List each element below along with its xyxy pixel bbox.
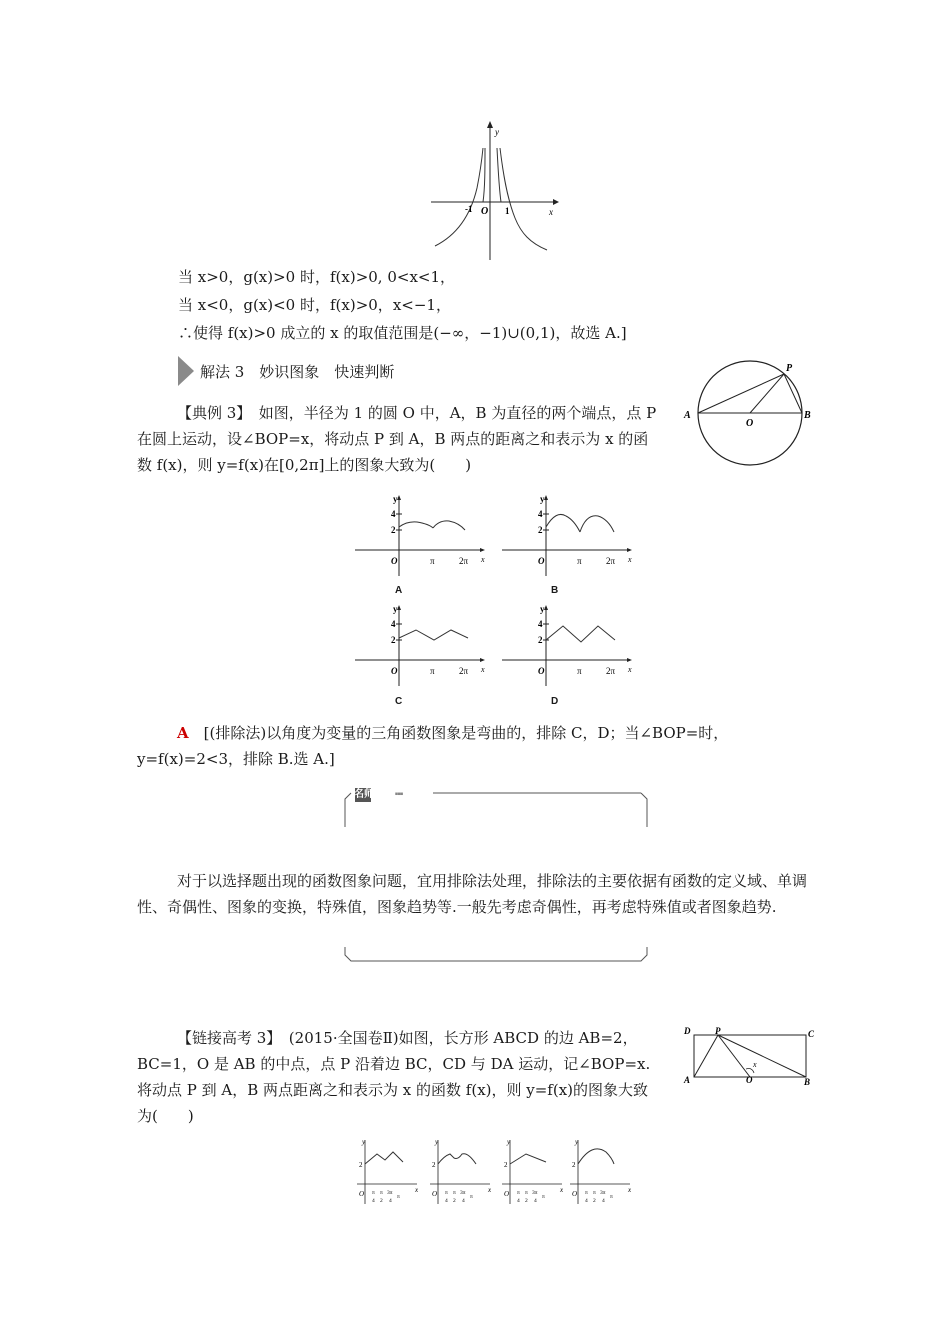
svg-text:2: 2	[432, 1161, 436, 1169]
svg-text:y: y	[540, 494, 545, 504]
svg-text:2: 2	[538, 635, 543, 645]
svg-text:π: π	[372, 1190, 375, 1196]
method-3-title: 解法 3 妙识图象 快速判断	[200, 363, 395, 381]
svg-text:O: O	[391, 666, 398, 676]
option-A-label: A	[395, 585, 403, 596]
svg-text:π: π	[453, 1190, 456, 1196]
link-option-3-graph	[500, 1136, 568, 1208]
svg-text:2: 2	[572, 1161, 576, 1169]
method-3-header	[178, 356, 428, 386]
point-P-label: P	[786, 363, 793, 374]
svg-text:x: x	[753, 1060, 757, 1069]
svg-text:π: π	[380, 1190, 383, 1196]
text-line-1: 当 x>0，g(x)>0 时，f(x)>0, 0<x<1，	[178, 268, 456, 286]
svg-text:4: 4	[391, 619, 396, 629]
svg-text:3π: 3π	[387, 1190, 393, 1196]
svg-text:O: O	[746, 1075, 753, 1085]
svg-text:π: π	[577, 666, 582, 676]
svg-text:π: π	[430, 556, 435, 566]
option-A-graph	[355, 494, 491, 578]
svg-text:3π: 3π	[460, 1190, 466, 1196]
circle-figure	[680, 358, 820, 470]
origin-label: O	[481, 206, 489, 217]
tick-neg1: -1	[465, 204, 473, 214]
svg-text:4: 4	[534, 1198, 537, 1204]
svg-text:4: 4	[372, 1198, 375, 1204]
svg-text:2π: 2π	[459, 556, 469, 566]
svg-text:π: π	[542, 1194, 545, 1200]
svg-text:4: 4	[602, 1198, 605, 1204]
svg-text:O: O	[538, 666, 545, 676]
remark-badge: 名师点评 ▪▪▪	[354, 789, 403, 800]
svg-text:2: 2	[525, 1198, 528, 1204]
svg-text:y: y	[507, 1138, 511, 1146]
svg-text:x: x	[628, 555, 632, 564]
y-axis-label: y	[495, 127, 499, 137]
svg-text:O: O	[391, 556, 398, 566]
svg-text:x: x	[488, 1186, 492, 1194]
svg-text:y: y	[435, 1138, 439, 1146]
text-line-3: ∴使得 f(x)>0 成立的 x 的取值范围是(−∞，−1)∪(0,1)，故选 A.]	[178, 324, 627, 342]
svg-text:x: x	[481, 555, 485, 564]
option-B-graph	[502, 494, 638, 578]
option-C-graph	[355, 604, 491, 688]
point-A-label: A	[684, 410, 691, 421]
answer-letter: A	[177, 724, 189, 742]
svg-text:4: 4	[445, 1198, 448, 1204]
svg-text:C: C	[808, 1029, 815, 1039]
svg-text:π: π	[397, 1194, 400, 1200]
svg-text:2: 2	[538, 525, 543, 535]
function-graph-top	[425, 118, 565, 263]
svg-text:x: x	[481, 665, 485, 674]
svg-text:4: 4	[585, 1198, 588, 1204]
remark-text: 对于以选择题出现的函数图象问题，宜用排除法处理，排除法的主要依据有函数的定义域、单调性、奇偶性、图象的变换，特殊值，图象趋势等.一般先考虑奇偶性，再考虑特殊值或者图象趋势.	[137, 872, 808, 916]
svg-text:2: 2	[504, 1161, 508, 1169]
svg-text:D: D	[684, 1026, 691, 1036]
svg-text:π: π	[517, 1190, 520, 1196]
svg-text:2π: 2π	[459, 666, 469, 676]
svg-text:x: x	[628, 665, 632, 674]
option-D-label: D	[551, 696, 559, 707]
svg-text:π: π	[577, 556, 582, 566]
svg-text:2: 2	[359, 1161, 363, 1169]
svg-text:2: 2	[453, 1198, 456, 1204]
link-option-4-graph	[568, 1136, 636, 1208]
svg-text:4: 4	[462, 1198, 465, 1204]
option-C-label: C	[395, 696, 403, 707]
svg-text:2: 2	[391, 525, 396, 535]
svg-text:π: π	[445, 1190, 448, 1196]
svg-text:O: O	[538, 556, 545, 566]
example-3-text: 【典例 3】 如图，半径为 1 的圆 O 中，A，B 为直径的两个端点，点 P 在圆上运动，设∠BOP=x，将动点 P 到 A，B 两点的距离之和表示为 x 的函数 f(x)，则 y=f(x)在[0,2π]上的图象大致为( )	[137, 404, 657, 474]
svg-text:P: P	[715, 1026, 721, 1036]
svg-text:B: B	[804, 1077, 811, 1085]
link-option-1-graph	[355, 1136, 423, 1208]
svg-text:x: x	[415, 1186, 419, 1194]
svg-text:y: y	[540, 604, 545, 614]
svg-text:y: y	[575, 1138, 579, 1146]
svg-text:2π: 2π	[606, 666, 616, 676]
svg-text:4: 4	[391, 509, 396, 519]
svg-text:O: O	[359, 1190, 365, 1198]
svg-text:π: π	[610, 1194, 613, 1200]
svg-text:4: 4	[389, 1198, 392, 1204]
text-line-2: 当 x<0，g(x)<0 时，f(x)>0，x<−1，	[178, 296, 451, 314]
option-D-graph	[502, 604, 638, 688]
rectangle-figure	[680, 1025, 820, 1085]
answer-3	[137, 720, 797, 772]
svg-text:y: y	[393, 494, 398, 504]
triangle-marker-icon	[178, 356, 194, 386]
svg-text:y: y	[362, 1138, 366, 1146]
svg-text:2: 2	[380, 1198, 383, 1204]
link-option-2-graph	[428, 1136, 496, 1208]
svg-text:O: O	[572, 1190, 578, 1198]
svg-text:2π: 2π	[606, 556, 616, 566]
svg-text:y: y	[393, 604, 398, 614]
x-axis-label: x	[549, 207, 553, 217]
svg-text:4: 4	[538, 509, 543, 519]
svg-text:2: 2	[391, 635, 396, 645]
svg-text:π: π	[470, 1194, 473, 1200]
answer-explanation: [(排除法)以角度为变量的三角函数图象是弯曲的，排除 C，D；当∠BOP=时，y=f(x)=2<3，排除 B.选 A.]	[137, 724, 729, 768]
svg-text:4: 4	[517, 1198, 520, 1204]
option-B-label: B	[551, 585, 559, 596]
point-B-label: B	[804, 410, 811, 421]
link-3-text: 【链接高考 3】 (2015·全国卷Ⅱ)如图，长方形 ABCD 的边 AB=2，BC=1，O 是 AB 的中点，点 P 沿着边 BC，CD 与 DA 运动，记∠BOP=x.将动点 P 到 A，B 两点距离之和表示为 x 的函数 f(x)，则 y=f(x)的图象大致为( )	[137, 1029, 651, 1125]
svg-text:π: π	[525, 1190, 528, 1196]
svg-text:x: x	[628, 1186, 632, 1194]
svg-text:π: π	[593, 1190, 596, 1196]
svg-text:A: A	[684, 1075, 691, 1085]
svg-text:O: O	[432, 1190, 438, 1198]
svg-text:3π: 3π	[532, 1190, 538, 1196]
svg-text:4: 4	[538, 619, 543, 629]
svg-text:π: π	[585, 1190, 588, 1196]
tick-1: 1	[505, 206, 510, 216]
svg-text:3π: 3π	[600, 1190, 606, 1196]
svg-text:2: 2	[593, 1198, 596, 1204]
svg-text:x: x	[560, 1186, 564, 1194]
svg-text:π: π	[430, 666, 435, 676]
point-O-label: O	[746, 418, 754, 429]
svg-text:O: O	[504, 1190, 510, 1198]
